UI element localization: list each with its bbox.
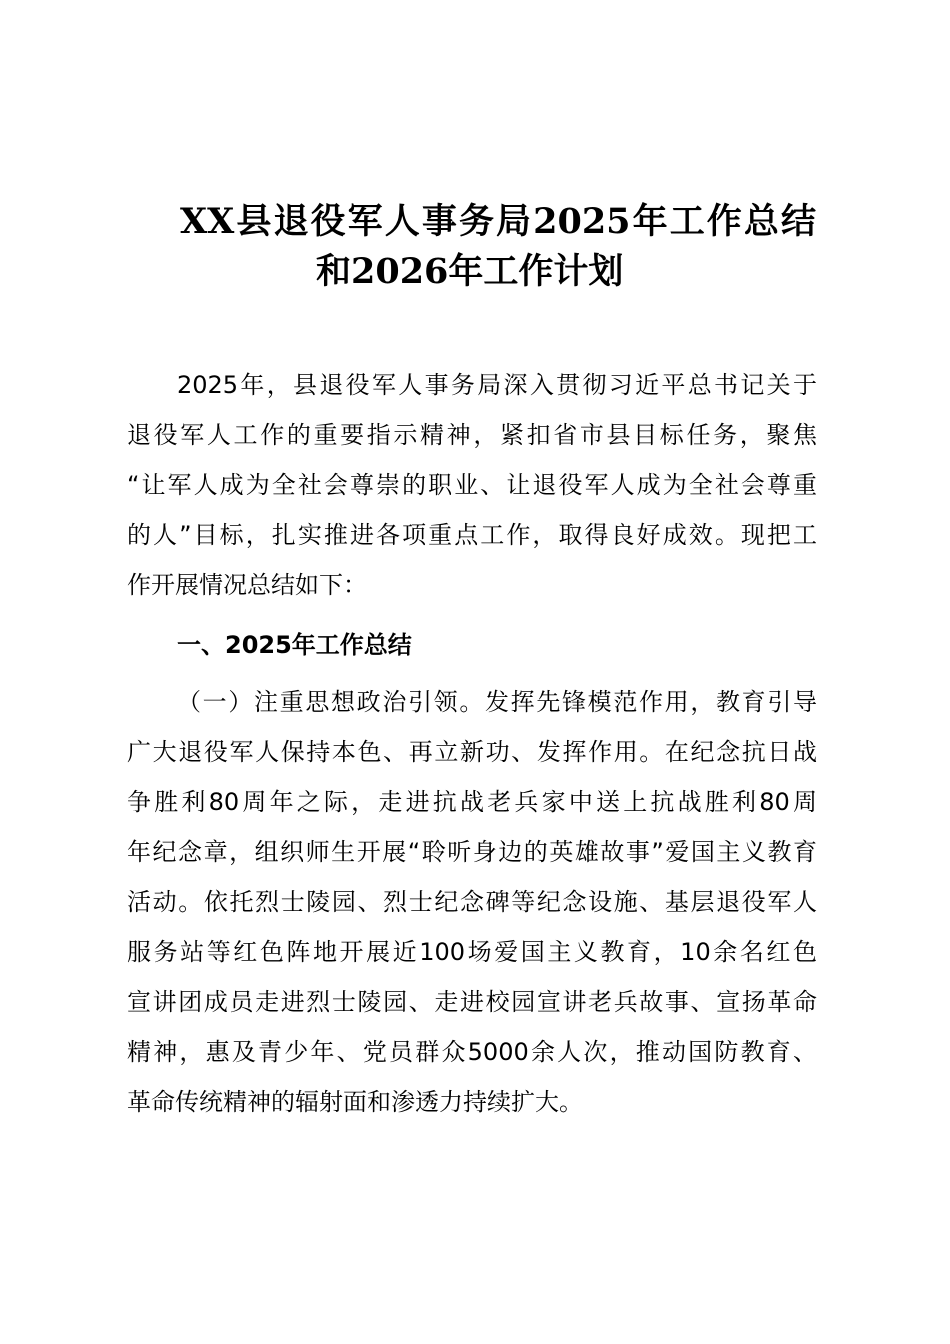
- paragraph-line: 退役军人工作的重要指示精神，紧扣省市县目标任务，聚焦: [127, 421, 817, 449]
- paragraph-line: 精神，惠及青少年、党员群众5000余人次，推动国防教育、: [127, 1038, 817, 1066]
- section-heading: 一、2025年工作总结: [177, 631, 412, 659]
- paragraph-line: 服务站等红色阵地开展近100场爱国主义教育，10余名红色: [127, 938, 817, 966]
- paragraph-line: 活动。依托烈士陵园、烈士纪念碑等纪念设施、基层退役军人: [127, 888, 817, 916]
- paragraph-line: 宣讲团成员走进烈士陵园、走进校园宣讲老兵故事、宣扬革命: [127, 988, 817, 1016]
- document-title-line-2: 和2026年工作计划: [316, 251, 624, 292]
- section-paragraph: [127, 677, 817, 1127]
- intro-paragraph: [127, 360, 817, 610]
- paragraph-line: 广大退役军人保持本色、再立新功、发挥作用。在纪念抗日战: [127, 738, 817, 766]
- paragraph-line: 争胜利80周年之际，走进抗战老兵家中送上抗战胜利80周: [127, 788, 817, 816]
- paragraph-line: 作开展情况总结如下：: [127, 571, 367, 599]
- paragraph-line: 的人”目标，扎实推进各项重点工作，取得良好成效。现把工: [127, 521, 817, 549]
- paragraph-line: “让军人成为全社会尊崇的职业、让退役军人成为全社会尊重: [127, 471, 817, 499]
- paragraph-line: 年纪念章，组织师生开展“聆听身边的英雄故事”爱国主义教育: [127, 838, 817, 866]
- paragraph-line: 2025年，县退役军人事务局深入贯彻习近平总书记关于: [177, 371, 817, 399]
- paragraph-line: （一）注重思想政治引领。发挥先锋模范作用，教育引导: [177, 688, 817, 716]
- paragraph-line: 革命传统精神的辐射面和渗透力持续扩大。: [127, 1088, 583, 1116]
- document-title-line-1: XX县退役军人事务局2025年工作总结: [180, 201, 816, 242]
